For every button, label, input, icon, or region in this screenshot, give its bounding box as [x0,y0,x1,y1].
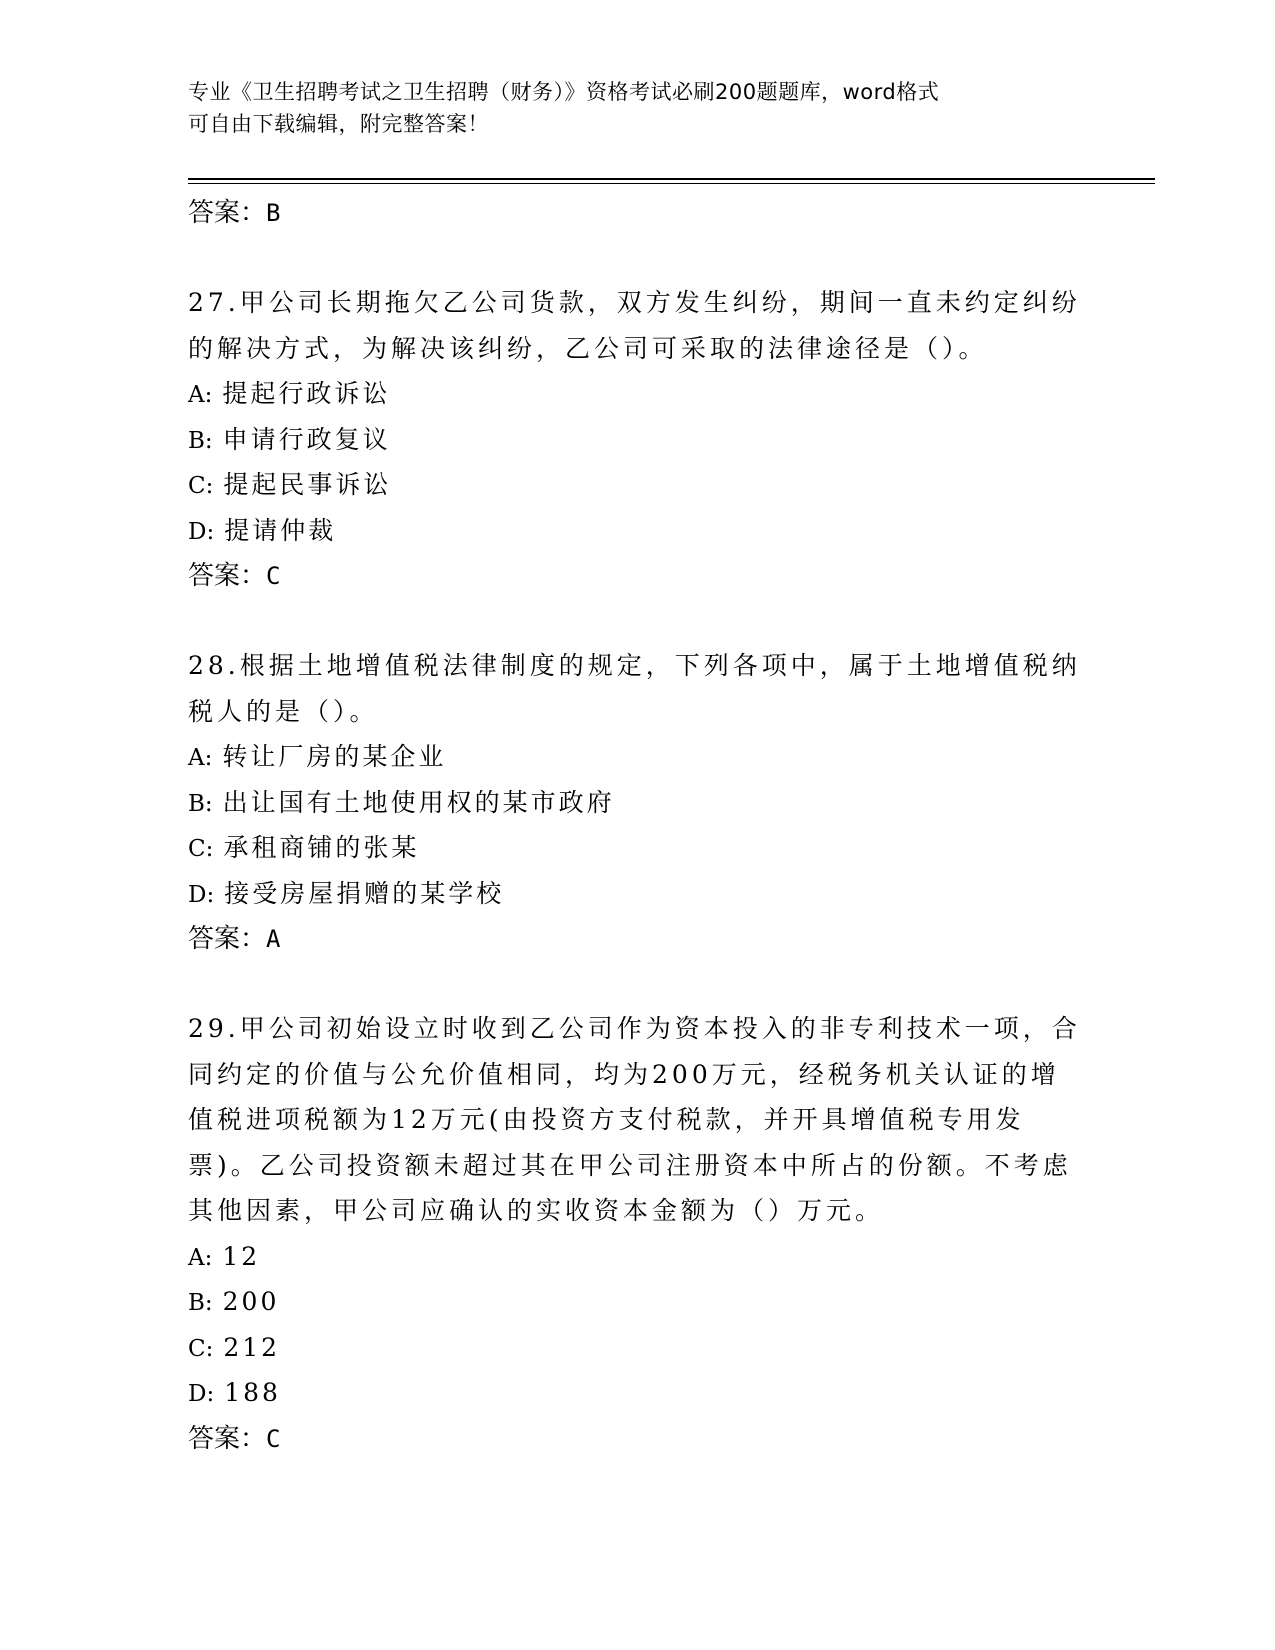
option-text: 200 [222,1287,280,1316]
page-header [188,76,1068,140]
question-block [188,280,1088,599]
option-text: 212 [223,1332,281,1362]
question-stem: 27.甲公司长期拖欠乙公司货款，双方发生纠纷，期间一直未约定纠纷的解决方式，为解决该纠纷，乙公司可采取的法律途径是（）。 [188,288,1081,363]
option-c [188,462,1088,508]
question-block [188,1006,1088,1462]
header-rule-thin [188,183,1155,184]
question-stem: 29.甲公司初始设立时收到乙公司作为资本投入的非专利技术一项，合同约定的价值与公允价值相同，均为200万元，经税务机关认证的增值税进项税额为12万元(由投资方支付税款，并开具增值税专用发票)。乙公司投资额未超过其在甲公司注册资本中所占的份额。不考虑其他因素，甲公司应确认的实收资本金额为（）万元。 [188,1014,1081,1225]
option-letter: A: [188,745,213,771]
option-text: 12 [222,1241,261,1271]
header-rule-thick [188,178,1155,180]
answer-label: 答案： [188,198,267,228]
option-text: 转让厂房的某企业 [222,742,447,771]
option-b [188,417,1088,463]
option-letter: D: [188,1381,215,1407]
option-a [188,371,1088,417]
answer-label: 答案： [188,924,267,954]
option-text: 提起民事诉讼 [223,470,392,499]
option-letter: C: [188,473,214,499]
answer-label: 答案： [188,561,267,591]
option-text: 提起行政诉讼 [222,379,391,408]
option-text: 出让国有土地使用权的某市政府 [222,787,615,817]
header-line-2: 可自由下载编辑，附完整答案！ [188,112,489,136]
answer-label: 答案： [188,1423,267,1454]
option-letter: B: [188,1290,213,1316]
answer-value: A [266,925,281,953]
answer-line [188,916,1088,962]
option-text: 承租商铺的张某 [223,833,420,862]
option-b [188,1279,1088,1325]
answer-value: C [266,1424,281,1453]
option-letter: A: [188,382,213,408]
option-text: 188 [224,1378,281,1407]
answer-line [188,553,1088,599]
question-block [188,643,1088,962]
header-line-1: 专业《卫生招聘考试之卫生招聘（财务）》资格考试必刷200题题库，word格式 [188,80,940,104]
option-text: 提请仲裁 [224,515,337,545]
option-letter: B: [188,427,213,454]
option-letter: D: [188,881,215,908]
option-text: 申请行政复议 [222,424,391,454]
answer-value: B [266,199,281,227]
option-d [188,1370,1088,1416]
answer-line [188,190,1088,236]
option-letter: B: [188,790,213,817]
option-c [188,825,1088,871]
option-c [188,1325,1088,1371]
option-b [188,780,1088,826]
option-d [188,871,1088,917]
answer-value: C [266,562,281,590]
option-letter: D: [188,518,215,545]
option-d [188,508,1088,554]
option-letter: A: [188,1244,213,1271]
answer-line [188,1416,1088,1462]
option-a [188,734,1088,780]
option-letter: C: [188,1335,214,1362]
option-letter: C: [188,836,214,862]
question-stem: 28.根据土地增值税法律制度的规定，下列各项中，属于土地增值税纳税人的是（）。 [188,651,1081,726]
option-a [188,1234,1088,1280]
document-body [188,190,1088,1462]
option-text: 接受房屋捐赠的某学校 [224,878,505,908]
